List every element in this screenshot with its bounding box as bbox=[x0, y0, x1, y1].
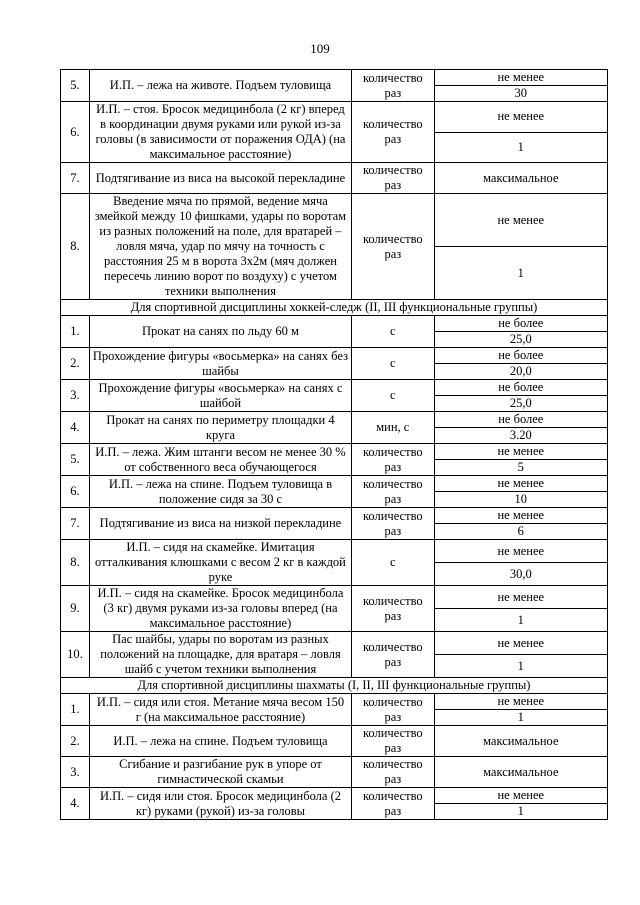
table-row bbox=[61, 163, 608, 194]
row-number: 1. bbox=[61, 316, 90, 348]
unit: количество раз bbox=[352, 476, 435, 508]
standards-table bbox=[60, 69, 608, 820]
norm-value: 1 bbox=[434, 247, 607, 300]
norm-value: 20,0 bbox=[434, 364, 607, 380]
norm-qualifier: не менее bbox=[434, 476, 607, 492]
test-name: И.П. – сидя или стоя. Бросок медицинбола (2 кг) руками (рукой) из-за головы bbox=[89, 788, 351, 820]
row-number: 1. bbox=[61, 694, 90, 726]
norm-qualifier: не менее bbox=[434, 102, 607, 133]
norm-qualifier: не менее bbox=[434, 694, 607, 710]
norm-value: 1 bbox=[434, 804, 607, 820]
row-number: 5. bbox=[61, 70, 90, 102]
table-row bbox=[61, 508, 608, 524]
unit: количество раз bbox=[352, 70, 435, 102]
test-name: Введение мяча по прямой, ведение мяча змейкой между 10 фишками, удары по воротам из разных положений на поле, для вратарей – ловля мяча, удар по мячу на точность с расстояния 25 м в ворота 3х2м (мяч должен пересечь линию ворот по воздуху) с учетом техники выполнения bbox=[89, 194, 351, 300]
test-name: Подтягивание из виса на высокой перекладине bbox=[89, 163, 351, 194]
norm-qualifier: не более bbox=[434, 412, 607, 428]
norm-qualifier: не менее bbox=[434, 586, 607, 609]
row-number: 4. bbox=[61, 412, 90, 444]
unit: количество раз bbox=[352, 508, 435, 540]
norm-qualifier: не менее bbox=[434, 194, 607, 247]
test-name: Сгибание и разгибание рук в упоре от гимнастической скамьи bbox=[89, 757, 351, 788]
unit: количество раз bbox=[352, 788, 435, 820]
norm-qualifier: не менее bbox=[434, 788, 607, 804]
section-header-row bbox=[61, 300, 608, 316]
unit: с bbox=[352, 348, 435, 380]
norm-value: 6 bbox=[434, 524, 607, 540]
unit: количество раз bbox=[352, 694, 435, 726]
test-name: Прокат на санях по периметру площадки 4 круга bbox=[89, 412, 351, 444]
row-number: 5. bbox=[61, 444, 90, 476]
test-name: И.П. – сидя на скамейке. Бросок медицинбола (3 кг) двумя руками из-за головы вперед (на максимальное расстояние) bbox=[89, 586, 351, 632]
unit: количество раз bbox=[352, 194, 435, 300]
test-name: Подтягивание из виса на низкой перекладине bbox=[89, 508, 351, 540]
norm-qualifier: не менее bbox=[434, 70, 607, 86]
norm-value: 1 bbox=[434, 710, 607, 726]
test-name: И.П. – стоя. Бросок медицинбола (2 кг) вперед в координации двумя руками или рукой из-за головы (в зависимости от поражения ОДА) (на максимальное расстояние) bbox=[89, 102, 351, 163]
norm-value: 1 bbox=[434, 132, 607, 163]
test-name: И.П. – лежа. Жим штанги весом не менее 30 % от собственного веса обучающегося bbox=[89, 444, 351, 476]
table-row bbox=[61, 412, 608, 428]
unit: количество раз bbox=[352, 632, 435, 678]
test-name: Прокат на санях по льду 60 м bbox=[89, 316, 351, 348]
row-number: 6. bbox=[61, 476, 90, 508]
table-row bbox=[61, 348, 608, 364]
test-name: Пас шайбы, удары по воротам из разных положений на площадке, для вратаря – ловля шайб с учетом техники выполнения bbox=[89, 632, 351, 678]
test-name: И.П. – лежа на животе. Подъем туловища bbox=[89, 70, 351, 102]
unit: количество раз bbox=[352, 586, 435, 632]
row-number: 3. bbox=[61, 380, 90, 412]
norm-value: максимальное bbox=[434, 726, 607, 757]
row-number: 6. bbox=[61, 102, 90, 163]
norm-qualifier: не менее bbox=[434, 444, 607, 460]
unit: количество раз bbox=[352, 444, 435, 476]
row-number: 7. bbox=[61, 163, 90, 194]
test-name: Прохождение фигуры «восьмерка» на санях без шайбы bbox=[89, 348, 351, 380]
norm-value: 30 bbox=[434, 86, 607, 102]
test-name: Прохождение фигуры «восьмерка» на санях с шайбой bbox=[89, 380, 351, 412]
norm-value: 1 bbox=[434, 655, 607, 678]
test-name: И.П. – лежа на спине. Подъем туловища bbox=[89, 726, 351, 757]
test-name: И.П. – лежа на спине. Подъем туловища в положение сидя за 30 с bbox=[89, 476, 351, 508]
norm-value: 25,0 bbox=[434, 332, 607, 348]
norm-qualifier: не более bbox=[434, 348, 607, 364]
section-header-row bbox=[61, 678, 608, 694]
table-row bbox=[61, 194, 608, 247]
test-name: И.П. – сидя или стоя. Метание мяча весом 150 г (на максимальное расстояние) bbox=[89, 694, 351, 726]
table-row bbox=[61, 102, 608, 133]
unit: количество раз bbox=[352, 163, 435, 194]
norm-qualifier: не менее bbox=[434, 508, 607, 524]
test-name: И.П. – сидя на скамейке. Имитация отталкивания клюшками с весом 2 кг в каждой руке bbox=[89, 540, 351, 586]
norm-value: максимальное bbox=[434, 757, 607, 788]
section-title: Для спортивной дисциплины шахматы (I, II, III функциональные группы) bbox=[61, 678, 608, 694]
row-number: 2. bbox=[61, 348, 90, 380]
row-number: 10. bbox=[61, 632, 90, 678]
table-row bbox=[61, 540, 608, 563]
row-number: 2. bbox=[61, 726, 90, 757]
unit: с bbox=[352, 380, 435, 412]
table-row bbox=[61, 70, 608, 86]
row-number: 8. bbox=[61, 540, 90, 586]
norm-qualifier: не менее bbox=[434, 632, 607, 655]
unit: мин, с bbox=[352, 412, 435, 444]
row-number: 8. bbox=[61, 194, 90, 300]
table-row bbox=[61, 586, 608, 609]
row-number: 4. bbox=[61, 788, 90, 820]
table-row bbox=[61, 694, 608, 710]
table-row bbox=[61, 380, 608, 396]
unit: с bbox=[352, 540, 435, 586]
table-row bbox=[61, 757, 608, 788]
table-row bbox=[61, 632, 608, 655]
unit: количество раз bbox=[352, 726, 435, 757]
table-row bbox=[61, 444, 608, 460]
table-row bbox=[61, 726, 608, 757]
norm-value: 5 bbox=[434, 460, 607, 476]
row-number: 7. bbox=[61, 508, 90, 540]
norm-qualifier: не менее bbox=[434, 540, 607, 563]
row-number: 9. bbox=[61, 586, 90, 632]
norm-qualifier: не более bbox=[434, 380, 607, 396]
norm-value: 25,0 bbox=[434, 396, 607, 412]
norm-value: максимальное bbox=[434, 163, 607, 194]
norm-qualifier: не более bbox=[434, 316, 607, 332]
norm-value: 3.20 bbox=[434, 428, 607, 444]
section-title: Для спортивной дисциплины хоккей-следж (II, III функциональные группы) bbox=[61, 300, 608, 316]
page-number: 109 bbox=[310, 41, 330, 56]
table-row bbox=[61, 476, 608, 492]
table-row bbox=[61, 316, 608, 332]
row-number: 3. bbox=[61, 757, 90, 788]
table-row bbox=[61, 788, 608, 804]
norm-value: 30,0 bbox=[434, 563, 607, 586]
unit: количество раз bbox=[352, 757, 435, 788]
unit: количество раз bbox=[352, 102, 435, 163]
norm-value: 10 bbox=[434, 492, 607, 508]
unit: с bbox=[352, 316, 435, 348]
norm-value: 1 bbox=[434, 609, 607, 632]
